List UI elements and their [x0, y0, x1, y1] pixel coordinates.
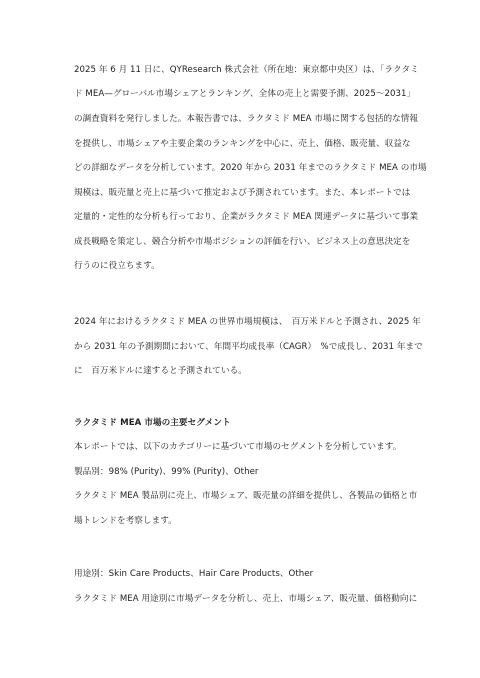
intro-line-1: 2025 年 6 月 11 日に、QYResearch 株式会社（所在地：東京都中央区）は、「ラクタミ	[74, 65, 419, 75]
segments-heading: ラクタミド MEA 市場の主要セグメント	[74, 418, 231, 428]
application-segment-label: 用途別：Skin Care Products、Hair Care Products、Other	[74, 569, 314, 579]
product-desc-line-2: 場トレンドを考察します。	[74, 516, 177, 526]
product-desc-line-1: ラクタミド MEA 製品別に売上、市場シェア、販売量の詳細を提供し、各製品の価格と市	[74, 491, 418, 501]
intro-line-6: 規模は、販売量と売上に基づいて推定および予測されています。また、本レポートでは	[74, 188, 411, 198]
intro-line-7: 定量的・定性的な分析も行っており、企業がラクタミド MEA 関連データに基づいて事業	[74, 212, 419, 222]
market-line-1: 2024 年におけるラクタミド MEA の世界市場規模は、 百万米ドルと予測され、2025 年	[74, 317, 421, 327]
product-segment-label: 製品別：98% (Purity)、99% (Purity)、Other	[74, 467, 259, 477]
intro-line-9: 行うのに役立ちます。	[74, 261, 160, 271]
intro-line-3: の調査資料を発行しました。本報告書では、ラクタミド MEA 市場に関する包括的な情報	[74, 114, 419, 124]
intro-line-8: 成長戦略を策定し、競合分析や市場ポジションの評価を行い、ビジネス上の意思決定を	[74, 237, 411, 247]
intro-line-4: を提供し、市場シェアや主要企業のランキングを中心に、売上、価格、販売量、収益な	[74, 139, 411, 149]
market-line-3: に 百万米ドルに達すると予測されている。	[74, 366, 247, 376]
segments-intro: 本レポートでは、以下のカテゴリーに基づいて市場のセグメントを分析しています。	[74, 442, 402, 452]
intro-line-2: ド MEA—グローバル市場シェアとランキング、全体の売上と需要予測、2025～2031」	[74, 89, 416, 99]
intro-line-5: どの詳細なデータを分析しています。2020 年から 2031 年までのラクタミド MEA の市場	[74, 163, 427, 173]
application-desc-line-1: ラクタミド MEA 用途別に市場データを分析し、売上、市場シェア、販売量、価格動向に	[74, 594, 418, 604]
market-line-2: から 2031 年の予測期間において、年間平均成長率（CAGR） %で成長し、2031 年まで	[74, 342, 423, 352]
